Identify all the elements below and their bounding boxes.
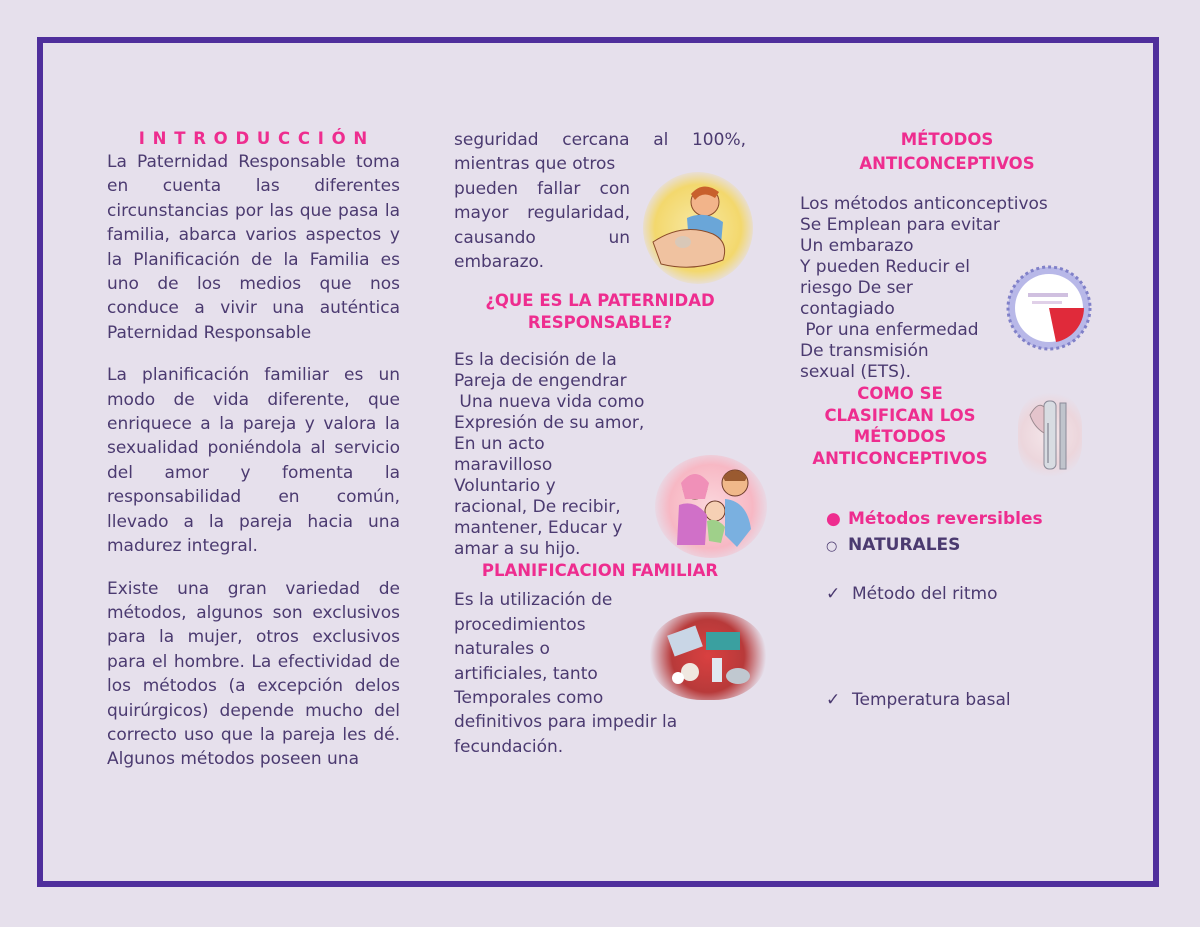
- illustration-child-hand: [643, 172, 753, 284]
- heading-planificacion: PLANIFICACION FAMILIAR: [481, 561, 719, 581]
- heading-line: COMO SE: [857, 384, 943, 403]
- heading-line: CLASIFICAN LOS: [824, 405, 976, 425]
- bullet-icon: ●: [826, 509, 841, 529]
- list-item: [826, 688, 1100, 712]
- text-line: seguridad cercana al 100%,: [454, 130, 746, 150]
- text-line: Es la utilización de: [454, 590, 613, 611]
- heading-line: ANTICONCEPTIVOS: [859, 154, 1035, 173]
- heading-line: ANTICONCEPTIVOS: [812, 448, 988, 468]
- list-item: [826, 507, 1100, 531]
- text-line: Por una enfermedad: [800, 320, 979, 340]
- list-item: [826, 533, 1100, 559]
- text-line: Y pueden Reducir el: [800, 257, 970, 277]
- text-line: Temporales como: [454, 688, 604, 709]
- illustration-device: [1018, 393, 1082, 477]
- illustration-family: [655, 455, 767, 558]
- text-line: Se Emplean para evitar: [800, 215, 1000, 235]
- text-line: Expresión de su amor,: [454, 413, 645, 434]
- text-line: sexual (ETS).: [800, 362, 911, 382]
- column-intro: [107, 128, 400, 772]
- text-line: mientras que otros: [454, 154, 616, 175]
- text-line: fecundación.: [454, 736, 564, 757]
- heading-line: RESPONSABLE?: [527, 313, 673, 333]
- text-line: Los métodos anticonceptivos: [800, 194, 1048, 214]
- continuation-text: [454, 128, 746, 274]
- text-line: Un embarazo: [800, 236, 914, 256]
- text-line: definitivos para impedir la: [454, 712, 678, 733]
- heading-line: ¿QUE ES LA PATERNIDAD: [485, 291, 715, 311]
- illustration-contraceptives: [650, 612, 766, 700]
- text-line: procedimientos: [454, 614, 586, 635]
- text-line: mayor regularidad,: [454, 203, 630, 224]
- intro-paragraph-3: Existe una gran variedad de métodos, algunos son exclusivos para la mujer, otros exclusivos para el hombre. La efectividad de los métodos (a excepción delos quirúrgicos) depende mucho del correcto uso que la pareja les dé. Algunos métodos poseen una: [107, 578, 400, 770]
- text-line: maravilloso: [454, 455, 553, 476]
- text-line: embarazo.: [454, 252, 545, 273]
- intro-paragraph-1: La Paternidad Responsable toma en cuenta las diferentes circunstancias por las que pasa la familia, abarca varios aspectos y la Planificación de la Familia es uno de los medios que nos conduce a vivir una auténtica Paternidad Responsable: [107, 152, 400, 343]
- text-line: En un acto: [454, 434, 545, 455]
- text-line: contagiado: [800, 299, 895, 319]
- heading-que-es: [454, 290, 746, 334]
- heading-line: MÉTODOS: [853, 427, 947, 446]
- check-icon: ✓: [826, 690, 841, 711]
- text-line: riesgo De ser: [800, 278, 913, 298]
- text-line: mantener, Educar y: [454, 518, 623, 539]
- text-line: naturales o: [454, 639, 550, 660]
- bullet-label: NATURALES: [848, 535, 961, 556]
- text-line: Voluntario y: [454, 476, 556, 497]
- intro-title: I N T R O D U C C I Ó N: [138, 129, 369, 148]
- text-line: Una nueva vida como: [454, 392, 645, 413]
- text-line: causando un: [454, 227, 630, 248]
- check-icon: ✓: [826, 583, 841, 604]
- circle-bullet-icon: ○: [826, 539, 838, 555]
- heading-line: MÉTODOS: [900, 130, 994, 149]
- heading-clasifican: [800, 383, 1000, 469]
- check-label: Temperatura basal: [852, 690, 1011, 711]
- heading-metodos: [800, 128, 1094, 176]
- text-line: amar a su hijo.: [454, 539, 581, 560]
- text-line: Pareja de engendrar: [454, 371, 627, 392]
- text-line: De transmisión: [800, 341, 929, 361]
- bullet-label: Métodos reversibles: [848, 509, 1043, 529]
- methods-list: [826, 507, 1100, 713]
- intro-paragraph-2: La planificación familiar es un modo de vida diferente, que enriquece a la pareja y valora la sexualidad poniéndola al servicio del amor y fomenta la responsabilidad en común, llevado a la pareja hacia una madurez integral.: [107, 365, 400, 557]
- illustration-cycle-wheel: [1006, 265, 1092, 351]
- text-line: racional, De recibir,: [454, 497, 621, 518]
- check-label: Método del ritmo: [852, 583, 998, 604]
- list-item: [826, 582, 1100, 606]
- text-line: Es la decisión de la: [454, 350, 617, 371]
- text-line: pueden fallar con: [454, 178, 630, 199]
- text-line: artificiales, tanto: [454, 663, 598, 684]
